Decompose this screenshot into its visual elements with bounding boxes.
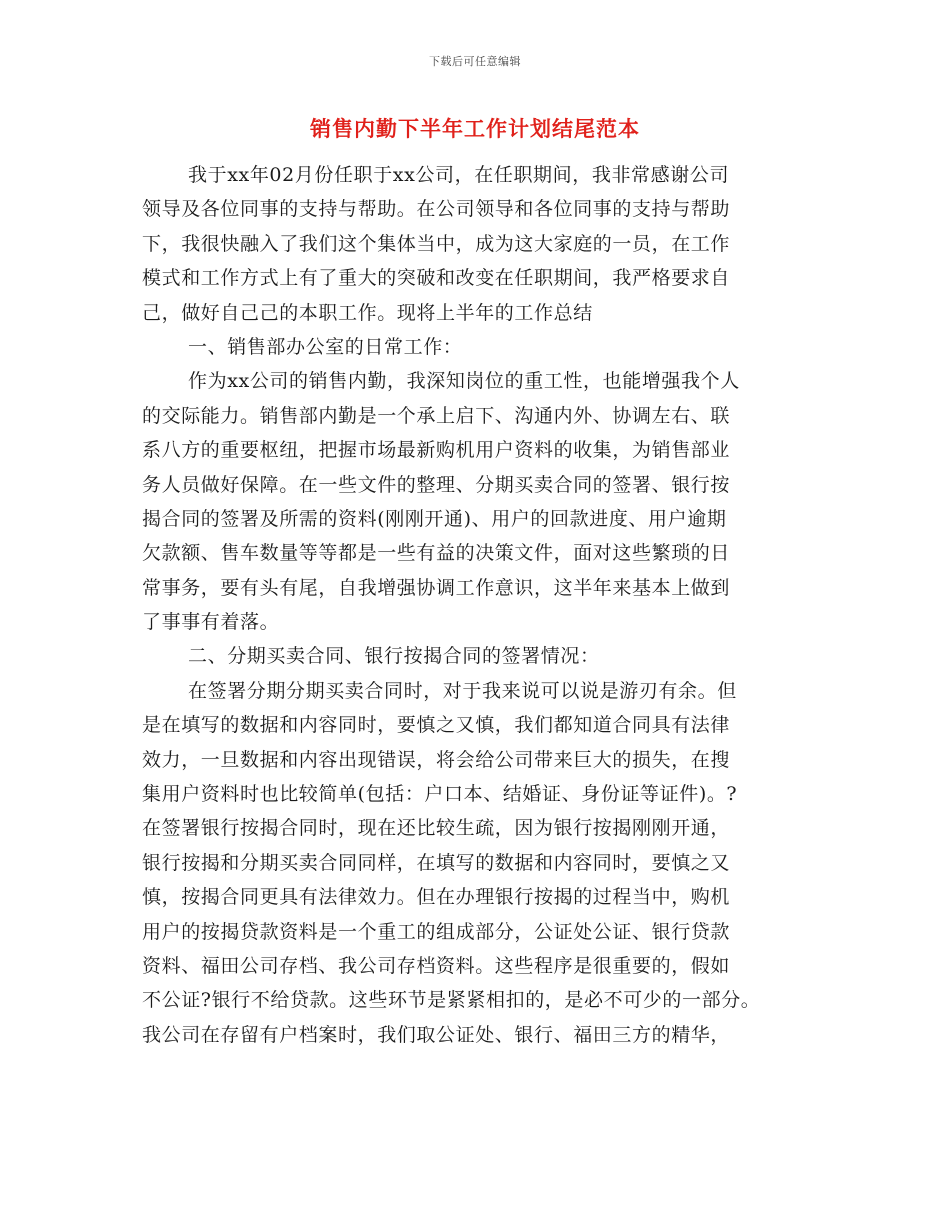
text-line: 模式和工作方式上有了重大的突破和改变在任职期间，我严格要求自 [142,267,731,290]
text-line: 领导及各位同事的支持与帮助。在公司领导和各位同事的支持与帮助 [142,198,731,221]
text-line: 系八方的重要枢纽，把握市场最新购机用户资料的收集，为销售部业 [142,439,731,462]
text-line: 慎，按揭合同更具有法律效力。但在办理银行按揭的过程当中，购机 [142,886,731,909]
text-line: 常事务，要有头有尾，自我增强协调工作意识，这半年来基本上做到 [142,576,731,599]
text-line: 用户的按揭贷款资料是一个重工的组成部分，公证处公证、银行贷款 [142,920,731,943]
text-line: 集用户资料时也比较简单(包括：户口本、结婚证、身份证等证件)。? [142,783,738,806]
header-note: 下载后可任意编辑 [429,55,521,68]
document-body [142,158,832,1052]
text-line: 了事事有着落。 [142,611,280,634]
text-line: 一、销售部办公室的日常工作： [188,335,463,358]
text-line: 己，做好自己己的本职工作。现将上半年的工作总结 [142,301,593,324]
text-line: 在签署分期分期买卖合同时，对于我来说可以说是游刃有余。但 [188,679,737,702]
text-line: 的交际能力。销售部内勤是一个承上启下、沟通内外、协调左右、联 [142,404,731,427]
text-line: 揭合同的签署及所需的资料(刚刚开通)、用户的回款进度、用户逾期 [142,507,727,530]
text-line: 是在填写的数据和内容同时，要慎之又慎，我们都知道合同具有法律 [142,714,731,737]
text-line: 在签署银行按揭合同时，现在还比较生疏，因为银行按揭刚刚开通， [142,817,731,840]
text-line: 效力，一旦数据和内容出现错误，将会给公司带来巨大的损失，在搜 [142,748,731,771]
text-line: 欠款额、售车数量等等都是一些有益的决策文件，面对这些繁琐的日 [142,542,731,565]
text-line: 务人员做好保障。在一些文件的整理、分期买卖合同的签署、银行按 [142,473,731,496]
document-title: 销售内勤下半年工作计划结尾范本 [310,116,640,141]
text-line: 不公证?银行不给贷款。这些环节是紧紧相扣的，是必不可少的一部分。 [142,989,761,1012]
text-line: 我公司在存留有户档案时，我们取公证处、银行、福田三方的精华， [142,1023,731,1046]
text-line: 作为xx公司的销售内勤，我深知岗位的重工性，也能增强我个人 [188,370,740,393]
text-line: 二、分期买卖合同、银行按揭合同的签署情况： [188,645,600,668]
text-line: 下，我很快融入了我们这个集体当中，成为这大家庭的一员，在工作 [142,232,731,255]
text-line: 银行按揭和分期买卖合同同样，在填写的数据和内容同时，要慎之又 [142,851,731,874]
text-line: 资料、福田公司存档、我公司存档资料。这些程序是很重要的，假如 [142,954,731,977]
text-line: 我于xx年02月份任职于xx公司，在任职期间，我非常感谢公司 [188,164,730,186]
